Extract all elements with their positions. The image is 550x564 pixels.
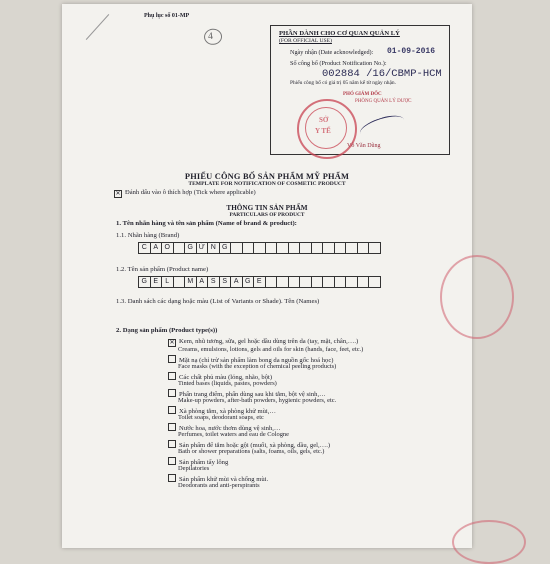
section-title-en: PARTICULARS OF PRODUCT xyxy=(229,212,305,218)
brand-cell[interactable] xyxy=(254,242,266,254)
section-title: THÔNG TIN SẢN PHẨM xyxy=(226,204,308,212)
product-cell[interactable]: A xyxy=(231,276,243,288)
seal-line-2: Y TẾ xyxy=(315,127,331,135)
product-type-label-en: Toilet soaps, deodorant soaps, etc xyxy=(178,414,264,421)
notification-number: 002884 /16/CBMP-HCM xyxy=(322,68,442,80)
paper-crease xyxy=(86,14,109,40)
product-type-label: Kem, nhũ tương, sữa, gel hoặc dầu dùng trên da (tay, mặt, chân,….) xyxy=(179,338,359,345)
product-cell[interactable] xyxy=(312,276,324,288)
brand-cell[interactable]: O xyxy=(162,242,174,254)
product-type-label: Phấn trang điểm, phấn dùng sau khi tắm, bột vệ sinh,… xyxy=(179,391,326,398)
product-type-label-en: Face masks (with the exception of chemical peeling products) xyxy=(178,363,337,370)
brand-cell[interactable]: Ừ xyxy=(197,242,209,254)
brand-cell[interactable] xyxy=(277,242,289,254)
product-type-label: Xà phòng tắm, xà phòng khử mùi,… xyxy=(179,408,276,415)
product-cell[interactable]: S xyxy=(220,276,232,288)
brand-cell[interactable] xyxy=(335,242,347,254)
checkbox-icon[interactable] xyxy=(168,440,176,448)
product-cell[interactable]: L xyxy=(162,276,174,288)
received-date-stamp: 01-09-2016 xyxy=(387,47,436,56)
signature xyxy=(357,111,406,141)
product-cell[interactable] xyxy=(277,276,289,288)
deputy-director-stamp: PHÓ GIÁM ĐỐC xyxy=(343,92,382,97)
brand-cell[interactable] xyxy=(243,242,255,254)
checkbox-icon[interactable] xyxy=(168,457,176,465)
checkbox-icon[interactable] xyxy=(168,423,176,431)
product-type-label: Sản phẩm tẩy lông xyxy=(179,459,229,466)
brand-cell[interactable] xyxy=(358,242,370,254)
handwritten-page-number: 4 xyxy=(207,30,214,43)
official-subtitle: (FOR OFFICIAL USE) xyxy=(279,38,332,44)
product-cell[interactable] xyxy=(266,276,278,288)
form-number: Phụ lục số 01-MP xyxy=(144,13,190,19)
form-title-en: TEMPLATE FOR NOTIFICATION OF COSMETIC PRODUCT xyxy=(188,181,346,187)
product-cell[interactable]: G xyxy=(243,276,255,288)
product-cell[interactable] xyxy=(174,276,186,288)
checkbox-icon: ✕ xyxy=(115,191,121,197)
brand-cell[interactable] xyxy=(300,242,312,254)
brand-cell[interactable] xyxy=(369,242,381,254)
product-type-label-en: Depilatories xyxy=(178,465,210,472)
form-title: PHIẾU CÔNG BỐ SẢN PHẨM MỸ PHẨM xyxy=(184,172,350,181)
product-cell[interactable] xyxy=(358,276,370,288)
edge-seal-bottom xyxy=(452,520,526,564)
brand-cell[interactable]: C xyxy=(139,242,151,254)
form-page xyxy=(62,4,472,548)
product-type-label-en: Tinted bases (liquids, pastes, powders) xyxy=(178,380,277,387)
tick-note-text: Đánh dấu vào ô thích hợp (Tick where applicable) xyxy=(125,189,256,196)
product-cell[interactable]: E xyxy=(254,276,266,288)
product-cell[interactable]: G xyxy=(139,276,151,288)
item-1-3-label: 1.3. Danh sách các dạng hoặc màu (List of Variants or Shade). Tên (Names) xyxy=(116,298,320,305)
official-use-box xyxy=(270,25,450,155)
checkbox-icon[interactable] xyxy=(168,389,176,397)
checkbox-icon[interactable] xyxy=(168,474,176,482)
product-cell[interactable] xyxy=(335,276,347,288)
brand-cell[interactable]: N xyxy=(208,242,220,254)
seal-line-1: SỞ xyxy=(319,116,329,124)
brand-cell[interactable]: A xyxy=(151,242,163,254)
official-title: PHẦN DÀNH CHO CƠ QUAN QUẢN LÝ xyxy=(279,30,400,37)
tick-note xyxy=(114,189,256,198)
product-type-label: Sản phẩm để tắm hoặc gội (muối, xà phòng, dầu, gel,….) xyxy=(179,442,331,449)
edge-seal xyxy=(440,255,514,339)
product-type-label: Sản phẩm khử mùi và chống mùi. xyxy=(179,476,269,483)
product-cell[interactable]: M xyxy=(185,276,197,288)
signer-name: Võ Văn Dũng xyxy=(347,143,381,149)
checkbox-icon[interactable] xyxy=(168,355,176,363)
item-1-heading: 1. Tên nhãn hàng và tên sản phẩm (Name of brand & product): xyxy=(116,220,297,227)
product-cell[interactable] xyxy=(289,276,301,288)
product-cell[interactable]: A xyxy=(197,276,209,288)
product-cell[interactable] xyxy=(346,276,358,288)
product-cell[interactable] xyxy=(323,276,335,288)
product-name-grid[interactable] xyxy=(138,276,381,288)
department-stamp: PHÒNG QUẢN LÝ DƯỢC xyxy=(355,99,412,104)
validity-note: Phiếu công bố có giá trị 05 năm kể từ ngày nhận. xyxy=(290,80,396,86)
product-type-label-en: Make-up powders, after-bath powders, hygienic powders, etc. xyxy=(178,397,337,404)
brand-grid[interactable] xyxy=(138,242,381,254)
item-1-2-label: 1.2. Tên sản phẩm (Product name) xyxy=(116,266,209,273)
brand-cell[interactable]: G xyxy=(220,242,232,254)
product-type-label-en: Deodorants and anti-perspirants xyxy=(178,482,260,489)
brand-cell[interactable]: G xyxy=(185,242,197,254)
product-type-label: Mặt nạ (chỉ trừ sản phẩm làm bong da nguồn gốc hoá học) xyxy=(179,357,334,364)
product-cell[interactable]: E xyxy=(151,276,163,288)
brand-cell[interactable] xyxy=(174,242,186,254)
product-type-label-en: Perfumes, toilet waters and eau de Cologne xyxy=(178,431,289,438)
item-1-1-label: 1.1. Nhãn hàng (Brand) xyxy=(116,232,180,239)
checkbox-icon[interactable] xyxy=(168,406,176,414)
product-cell[interactable]: S xyxy=(208,276,220,288)
official-seal xyxy=(297,99,357,159)
product-type-label-en: Bath or shower preparations (salts, foams, oils, gels, etc.) xyxy=(178,448,325,455)
received-label: Ngày nhận (Date acknowledged): xyxy=(290,49,374,56)
product-type-label: Các chất phủ màu (lỏng, nhão, bột) xyxy=(179,374,273,381)
item-2-heading: 2. Dạng sản phẩm (Product type(s)) xyxy=(116,327,218,334)
checkbox-icon[interactable]: ✕ xyxy=(169,340,175,346)
product-type-label-en: Creams, emulsions, lotions, gels and oils for skin (hands, face, feet, etc.) xyxy=(178,346,364,353)
notification-label: Số công bố (Product Notification No.): xyxy=(290,60,387,67)
brand-cell[interactable] xyxy=(346,242,358,254)
checkbox-icon[interactable] xyxy=(168,372,176,380)
brand-cell[interactable] xyxy=(231,242,243,254)
product-cell[interactable] xyxy=(369,276,381,288)
brand-cell[interactable] xyxy=(323,242,335,254)
product-type-label: Nước hoa, nước thơm dùng vệ sinh,… xyxy=(179,425,281,432)
brand-cell[interactable] xyxy=(312,242,324,254)
brand-cell[interactable] xyxy=(266,242,278,254)
product-cell[interactable] xyxy=(300,276,312,288)
brand-cell[interactable] xyxy=(289,242,301,254)
